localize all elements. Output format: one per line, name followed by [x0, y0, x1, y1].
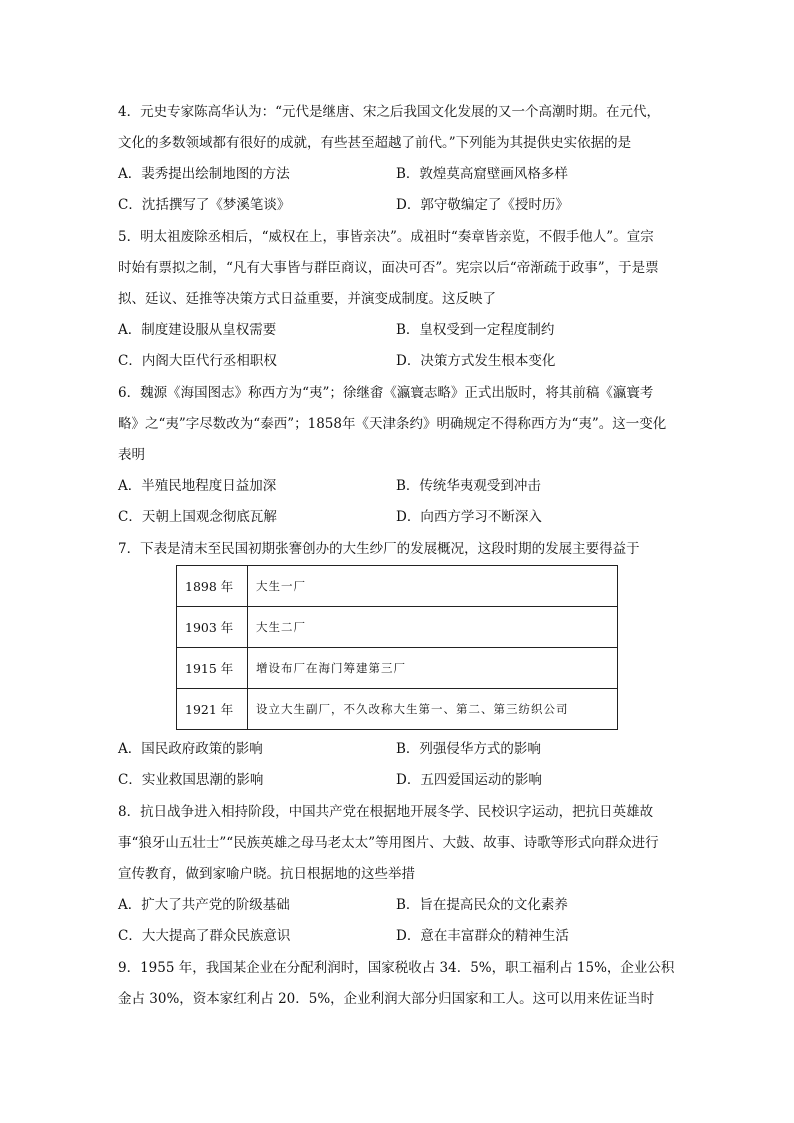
- q6-option-a[interactable]: A．半殖民地程度日益加深: [118, 478, 277, 494]
- table-cell-year: 1915 年: [177, 648, 248, 689]
- table-cell-year: 1898 年: [177, 566, 248, 607]
- q5-stem-line-2: 时始有票拟之制，“凡有大事皆与群臣商议，面决可否”。宪宗以后“帝渐疏于政事”，于是票: [118, 260, 659, 276]
- q4-stem-line-1: 4．元史专家陈高华认为：“元代是继唐、宋之后我国文化发展的又一个高潮时期。在元代，: [118, 104, 660, 120]
- q5-option-b[interactable]: B．皇权受到一定程度制约: [396, 322, 555, 338]
- dasheng-mill-table: [176, 565, 618, 730]
- table-row: [177, 607, 618, 648]
- q8-stem-line-1: 8．抗日战争进入相持阶段，中国共产党在根据地开展冬学、民校识字运动，把抗日英雄故: [118, 804, 654, 820]
- q9-stem-line-2: 金占 30%，资本家红利占 20．5%，企业利润大部分归国家和工人。这可以用来佐证当时: [118, 991, 655, 1007]
- q8-stem-line-3: 宣传教育，做到家喻户晓。抗日根据地的这些举措: [118, 866, 415, 882]
- q5-stem-line-1: 5．明太祖废除丞相后，“威权在上，事皆亲决”。成祖时“奏章皆亲览，不假手他人”。宣宗: [118, 229, 654, 245]
- q5-option-d[interactable]: D．决策方式发生根本变化: [396, 353, 556, 369]
- q9-stem-line-1: 9．1955 年，我国某企业在分配利润时，国家税收占 34．5%，职工福利占 15%，企业公积: [118, 960, 675, 976]
- q8-option-c[interactable]: C．大大提高了群众民族意识: [118, 928, 291, 944]
- q6-stem-line-3: 表明: [118, 447, 145, 463]
- q7-option-b[interactable]: B．列强侵华方式的影响: [396, 741, 541, 757]
- q7-stem-line-1: 7．下表是清末至民国初期张謇创办的大生纱厂的发展概况，这段时期的发展主要得益于: [118, 541, 640, 557]
- q4-option-b[interactable]: B．敦煌莫高窟壁画风格多样: [396, 166, 568, 182]
- q4-option-c[interactable]: C．沈括撰写了《梦溪笔谈》: [118, 197, 291, 213]
- table-cell-year: 1903 年: [177, 607, 248, 648]
- table-cell-year: 1921 年: [177, 689, 248, 730]
- q7-option-c[interactable]: C．实业救国思潮的影响: [118, 772, 264, 788]
- table-row: [177, 648, 618, 689]
- q6-option-c[interactable]: C．天朝上国观念彻底瓦解: [118, 509, 277, 525]
- q5-stem-line-3: 拟、廷议、廷推等决策方式日益重要，并演变成制度。这反映了: [118, 291, 496, 307]
- q6-option-d[interactable]: D．向西方学习不断深入: [396, 509, 542, 525]
- q5-option-c[interactable]: C．内阁大臣代行丞相职权: [118, 353, 277, 369]
- q6-stem-line-2: 略》之“夷”字尽数改为“泰西”；1858年《天津条约》明确规定不得称西方为“夷”。这一变化: [118, 416, 667, 432]
- q4-stem-line-2: 文化的多数领域都有很好的成就，有些甚至超越了前代。”下列能为其提供史实依据的是: [118, 135, 632, 151]
- q4-option-a[interactable]: A．裴秀提出绘制地图的方法: [118, 166, 290, 182]
- q5-option-a[interactable]: A．制度建设服从皇权需要: [118, 322, 277, 338]
- table-row: [177, 566, 618, 607]
- q6-option-b[interactable]: B．传统华夷观受到冲击: [396, 478, 541, 494]
- table-cell-event: 大生一厂: [248, 566, 618, 607]
- q7-option-a[interactable]: A．国民政府政策的影响: [118, 741, 263, 757]
- q8-option-a[interactable]: A．扩大了共产党的阶级基础: [118, 897, 290, 913]
- table-cell-event: 设立大生副厂，不久改称大生第一、第二、第三纺织公司: [248, 689, 618, 730]
- q7-option-d[interactable]: D．五四爱国运动的影响: [396, 772, 542, 788]
- table-cell-event: 增设布厂在海门筹建第三厂: [248, 648, 618, 689]
- table-cell-event: 大生二厂: [248, 607, 618, 648]
- q8-option-b[interactable]: B．旨在提高民众的文化素养: [396, 897, 568, 913]
- table-row: [177, 689, 618, 730]
- q8-option-d[interactable]: D．意在丰富群众的精神生活: [396, 928, 569, 944]
- q4-option-d[interactable]: D．郭守敬编定了《授时历》: [396, 197, 569, 213]
- q8-stem-line-2: 事“狼牙山五壮士”“民族英雄之母马老太太”等用图片、大鼓、故事、诗歌等形式向群众进行: [118, 835, 659, 851]
- q6-stem-line-1: 6．魏源《海国图志》称西方为“夷”；徐继畬《瀛寰志略》正式出版时，将其前稿《瀛寰考: [118, 385, 654, 401]
